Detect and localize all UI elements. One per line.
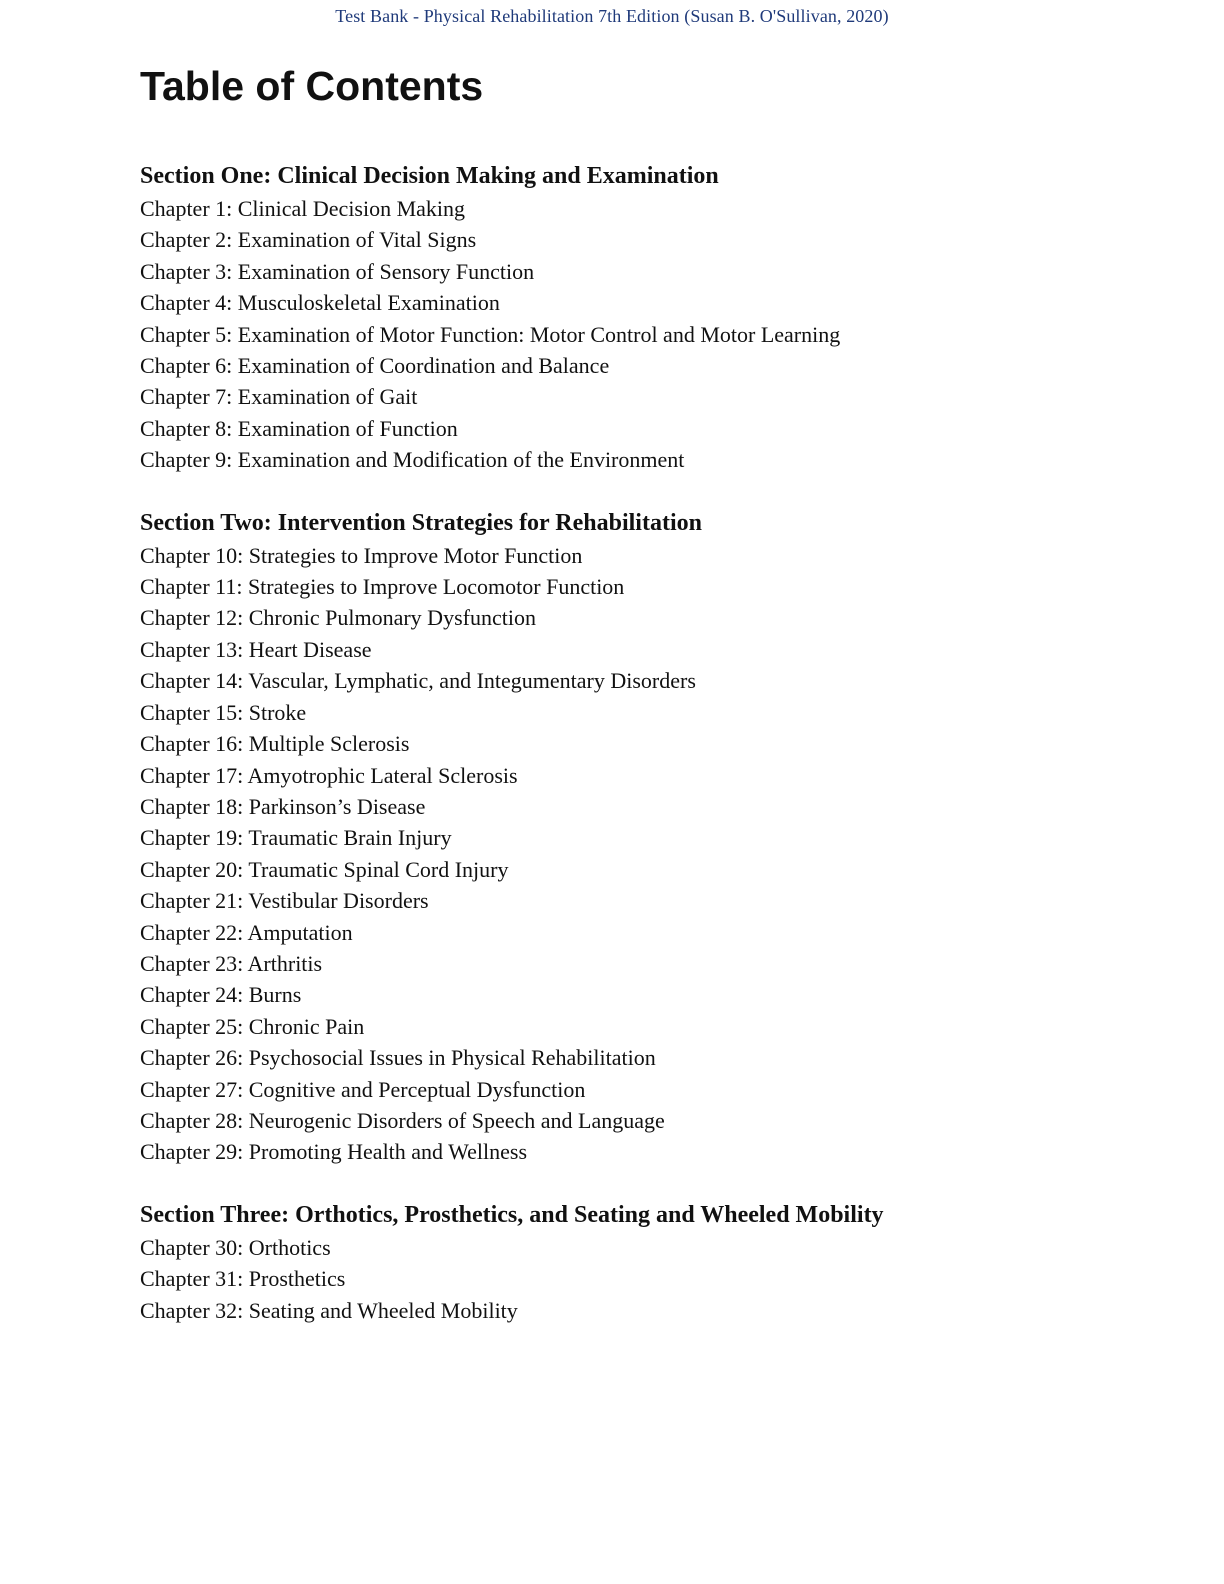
chapter-item: Chapter 23: Arthritis	[140, 950, 323, 976]
chapter-item: Chapter 20: Traumatic Spinal Cord Injury	[140, 856, 509, 882]
chapter-item: Chapter 28: Neurogenic Disorders of Speech and Language	[140, 1107, 665, 1133]
chapter-item: Chapter 27: Cognitive and Perceptual Dysfunction	[140, 1076, 586, 1102]
section-heading: Section Two: Intervention Strategies for Rehabilitation	[140, 509, 702, 536]
section-two	[140, 507, 1140, 1168]
running-header: Test Bank - Physical Rehabilitation 7th Edition (Susan B. O'Sullivan, 2020)	[335, 6, 889, 26]
chapter-item: Chapter 6: Examination of Coordination and Balance	[140, 353, 610, 379]
chapter-item: Chapter 24: Burns	[140, 982, 302, 1008]
section-heading: Section Three: Orthotics, Prosthetics, and Seating and Wheeled Mobility	[140, 1201, 884, 1228]
chapter-item: Chapter 12: Chronic Pulmonary Dysfunction	[140, 605, 536, 631]
chapter-item: Chapter 11: Strategies to Improve Locomotor Function	[140, 574, 625, 600]
chapter-item: Chapter 32: Seating and Wheeled Mobility	[140, 1297, 518, 1323]
chapter-item: Chapter 31: Prosthetics	[140, 1266, 346, 1292]
section-heading: Section One: Clinical Decision Making and Examination	[140, 163, 719, 189]
chapter-item: Chapter 26: Psychosocial Issues in Physical Rehabilitation	[140, 1045, 656, 1071]
section-one	[140, 160, 1140, 476]
chapter-item: Chapter 17: Amyotrophic Lateral Sclerosis	[140, 762, 518, 788]
chapter-list	[140, 540, 1140, 1168]
chapter-item: Chapter 22: Amputation	[140, 919, 353, 945]
chapter-item: Chapter 14: Vascular, Lymphatic, and Integumentary Disorders	[140, 668, 696, 694]
chapter-item: Chapter 18: Parkinson’s Disease	[140, 793, 426, 819]
chapter-list	[140, 193, 1140, 476]
chapter-item: Chapter 10: Strategies to Improve Motor Function	[140, 542, 583, 568]
chapter-item: Chapter 8: Examination of Function	[140, 415, 458, 441]
chapter-item: Chapter 16: Multiple Sclerosis	[140, 731, 410, 757]
chapter-item: Chapter 7: Examination of Gait	[140, 384, 418, 410]
chapter-item: Chapter 21: Vestibular Disorders	[140, 888, 429, 914]
chapter-list	[140, 1232, 1140, 1326]
chapter-item: Chapter 4: Musculoskeletal Examination	[140, 290, 500, 316]
chapter-item: Chapter 19: Traumatic Brain Injury	[140, 825, 452, 851]
chapter-item: Chapter 30: Orthotics	[140, 1234, 331, 1260]
chapter-item: Chapter 29: Promoting Health and Wellness	[140, 1139, 528, 1165]
section-three	[140, 1199, 1140, 1326]
page-title: Table of Contents	[140, 63, 484, 109]
chapter-item: Chapter 3: Examination of Sensory Function	[140, 258, 535, 284]
chapter-item: Chapter 1: Clinical Decision Making	[140, 196, 466, 221]
chapter-item: Chapter 9: Examination and Modification of the Environment	[140, 447, 685, 473]
chapter-item: Chapter 2: Examination of Vital Signs	[140, 227, 477, 253]
chapter-item: Chapter 5: Examination of Motor Function: Motor Control and Motor Learning	[140, 321, 841, 347]
chapter-item: Chapter 15: Stroke	[140, 699, 307, 725]
chapter-item: Chapter 25: Chronic Pain	[140, 1013, 365, 1039]
chapter-item: Chapter 13: Heart Disease	[140, 636, 372, 662]
table-of-contents	[140, 56, 1140, 1326]
